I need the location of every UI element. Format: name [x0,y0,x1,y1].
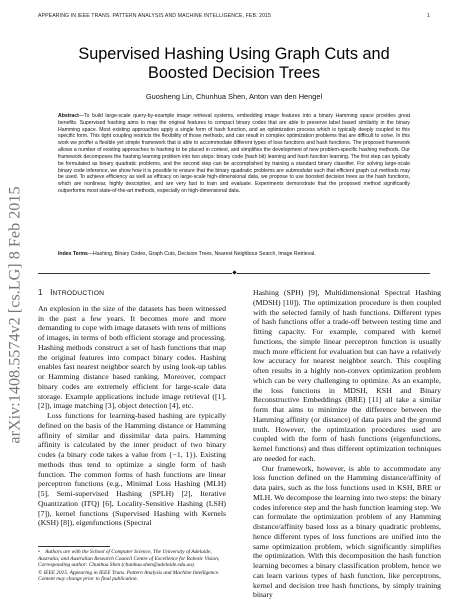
footnote-affiliation-text: Authors are with the School of Computer Science, The University of Adelaide, Australia; and Australian Research Council Centre of Excellence for Robotic Vision; [38,549,220,562]
page-number: 1 [427,13,430,19]
running-header [38,13,430,19]
abstract-label: Abstract [58,113,79,119]
intro-paragraph-3: Hashing (SPH) [9], Multidimensional Spectral Hashing (MDSH) [10]). The optimization procedure is then coupled with the selected family of hash functions. Different types of hash functions offer a trade-off between testing time and fitting capacity. For example, compared with kernel functions, the simple linear perceptron function is usually much more efficient for evaluation but can have a relatively low accuracy for nearest neighbor search. This coupling often results in a highly non-convex optimization problem which can be very challenging to optimize. As an example, the loss functions in MDSH, KSH and Binary Reconstructive Embeddings (BRE) [11] all take a similar form that aims to minimize the difference between the Hamming affinity (or distance) of data pairs and the ground truth. However, the optimization procedures used are coupled with the form of hash functions (eigenfunctions, kernel functions) and thus different optimization techniques are needed for each. [253,288,441,463]
section-heading [38,288,226,299]
right-column [253,288,441,600]
title-line-1: Supervised Hashing Using Graph Cuts and [78,45,390,63]
footnote-rule [38,546,110,547]
arxiv-stamp-text: arXiv:1408.5574v2 [cs.LG] 8 Feb 2015 [5,186,24,444]
footnotes [38,549,226,583]
footnote-bullet: • [38,549,40,555]
index-terms-text: —Hashing, Binary Codes, Graph Cuts, Decision Trees, Nearest Neighbour Search, Image Retrieval. [87,251,316,257]
abstract-text: —To build large-scale query-by-example image retrieval systems, embedding image features into a binary Hamming space provides great benefits. Supervised hashing aims to map the original features to compact binary codes that are able to preserve label based similarity in the binary Hamming space. Most existing approaches apply a single form of hash function, and an optimization process which is typically deeply coupled to this specific form. This tight coupling restricts the flexibility of those methods, and can result in complex optimization problems that are difficult to solve. In this work we proffer a flexible yet simple framework that is able to accommodate different types of loss functions and hash functions. The proposed framework allows a number of existing approaches to hashing to be placed in context, and simplifies the development of new problem-specific hashing methods. Our framework decomposes the hashing learning problem into two steps: binary code (hash bit) learning and hash function learning. The first step can typically be formulated as binary quadratic problems, and the second step can be accomplished by training a standard binary classifier. For solving large-scale binary code inference, we show how it is possible to ensure that the binary quadratic problems are submodular such that efficient graph cut methods may be used. To achieve efficiency as well as efficacy on large-scale high-dimensional data, we propose to use boosted decision trees as the hash functions, which are nonlinear, highly descriptive, and are very fast to train and evaluate. Experiments demonstrate that the proposed method significantly outperforms most state-of-the-art methods, especially on high-dimensional data. [58,113,410,195]
section-title-rest: NTRODUCTION [52,290,105,297]
footnote-corresponding: Corresponding author: Chunhua Shen (chunhua.shen@adelaide.edu.au). [38,562,195,568]
abstract [58,113,410,195]
index-terms-label: Index Terms [58,251,88,257]
footnote-affiliation [38,549,226,562]
intro-paragraph-4: Our framework, however, is able to accommodate any loss function defined on the Hamming distance/affinity of data pairs, such as the loss functions used in KSH, BRE or MLH. We decompose the learning into two steps: the binary codes inference step and the hash function learning step. We can formulate the optimization problem of any Hamming distance/affinity based loss as a binary quadratic problems, hence different types of loss functions are unified into the same optimization problem, which significantly simplifies the optimization. With this decomposition the hash function learning becomes a binary classification problem, hence we can learn various types of hash function, like perceptrons, kernel and decision tree hash functions, by simply training binary [253,463,441,600]
author-list: Guosheng Lin, Chunhua Shen, Anton van den Hengel [145,92,323,101]
section-number: 1 [38,288,43,297]
running-title: APPEARING IN IEEE TRANS. PATTERN ANALYSIS AND MACHINE INTELLIGENCE, FEB. 2015 [38,13,272,19]
title-line-2: Boosted Decision Trees [148,64,320,82]
intro-paragraph-2: Loss functions for learning-based hashing are typically defined on the basis of the Hamming distance or Hamming affinity of similar and dissimilar data pairs. Hamming affinity is calculated by the inner product of two binary codes (a binary code takes a value from {−1, 1}). Existing methods thus tend to optimize a single form of hash function. The common forms of hash functions are linear perceptron functions (e.g., Minimal Loss Hashing (MLH) [5], Semi-supervised Hashing (SPLH) [2], Iterative Quantization (ITQ) [6], Locality-Sensitive Hashing (LSH) [7]), kernel functions (Supervised Hashing with Kernels (KSH) [8]), eigenfunctions (Spectral [38,411,226,528]
left-column [38,288,226,528]
separator-diamond-icon [232,270,237,275]
intro-paragraph-1: An explosion in the size of the datasets has been witnessed in the past a few years. It becomes more and more demanding to cope with image datasets with tens of millions of images, in terms of both efficient storage and processing. Hashing methods construct a set of hash functions that map the original features into compact binary codes. Hashing enables fast nearest neighbor search by using look-up tables or Hamming distance based ranking. Moreover, compact binary codes are extremely efficient for large-scale data storage. Example applications include image retrieval ([1], [2]), image matching [3], object detection [4], etc. [38,303,226,411]
paper-title [38,45,430,83]
section-title-initial: I [50,288,53,297]
section-separator [38,270,430,276]
arxiv-stamp [2,150,28,480]
footnote-copyright: © IEEE 2015. Appearing in IEEE Trans. Pattern Analysis and Machine Intelligence. Content may change prior to final publication. [38,569,220,582]
index-terms [58,251,410,258]
